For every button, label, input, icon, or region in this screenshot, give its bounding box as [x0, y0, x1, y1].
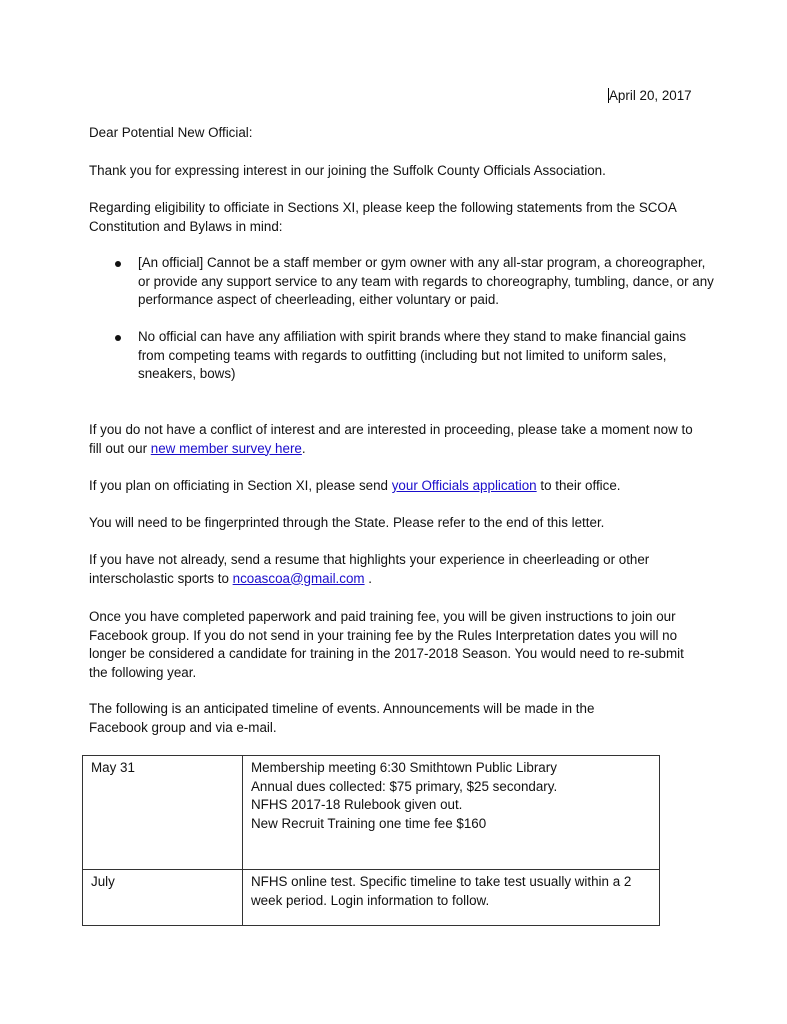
timeline-table — [82, 755, 660, 926]
timeline-date: May 31 — [83, 756, 243, 870]
intro-paragraph: Thank you for expressing interest in our joining the Suffolk County Officials Association. — [89, 163, 606, 178]
email-link[interactable]: ncoascoa@gmail.com — [232, 570, 365, 586]
timeline-event: NFHS online test. Specific timeline to take test usually within a 2 week period. Login information to follow. — [243, 870, 660, 926]
timeline-date: July — [83, 870, 243, 926]
application-paragraph: If you plan on officiating in Section XI, please send your Officials application to their office. — [89, 478, 621, 493]
fingerprint-paragraph: You will need to be fingerprinted through the State. Please refer to the end of this letter. — [89, 515, 605, 530]
letter-date: April 20, 2017 — [609, 88, 692, 103]
resume-paragraph: If you have not already, send a resume that highlights your experience in cheerleading or other interscholastic sports to ncoascoa@gmail.com . — [89, 552, 650, 586]
bylaws-list — [115, 254, 715, 384]
application-link[interactable]: your Officials application — [391, 478, 537, 493]
survey-link[interactable]: new member survey here — [150, 440, 302, 456]
bylaws-item: No official can have any affiliation with spirit brands where they stand to make financial gains from competing teams with regards to outfitting (including but not limited to uniform sales, sneakers, bows) — [115, 328, 715, 384]
eligibility-paragraph: Regarding eligibility to officiate in Sections XI, please keep the following statements from the SCOA Constitution and Bylaws in mind: — [89, 200, 677, 234]
bullet-icon — [115, 261, 121, 267]
facebook-paragraph: Once you have completed paperwork and paid training fee, you will be given instructions to join our Facebook group. If you do not send in your training fee by the Rules Interpretation dates you will no longer be considered a candidate for training in the 2017-2018 Season. You would need to re-submit the following year. — [89, 609, 684, 680]
survey-paragraph: If you do not have a conflict of interest and are interested in proceeding, please take a moment now to fill out our new member survey here. — [89, 422, 693, 456]
timeline-event: Membership meeting 6:30 Smithtown Public Library Annual dues collected: $75 primary, $25 secondary. NFHS 2017-18 Rulebook given out. New Recruit Training one time fee $160 — [243, 756, 660, 870]
timeline-row — [83, 756, 660, 870]
bullet-icon — [115, 335, 121, 341]
timeline-intro: The following is an anticipated timeline of events. Announcements will be made in the Facebook group and via e-mail. — [89, 701, 595, 735]
bylaws-item: [An official] Cannot be a staff member or gym owner with any all-star program, a choreographer, or provide any support service to any team with regards to choreography, tumbling, dance, or any performance aspect of cheerleading, either voluntary or paid. — [115, 254, 715, 310]
timeline-row — [83, 870, 660, 926]
salutation: Dear Potential New Official: — [89, 125, 253, 140]
